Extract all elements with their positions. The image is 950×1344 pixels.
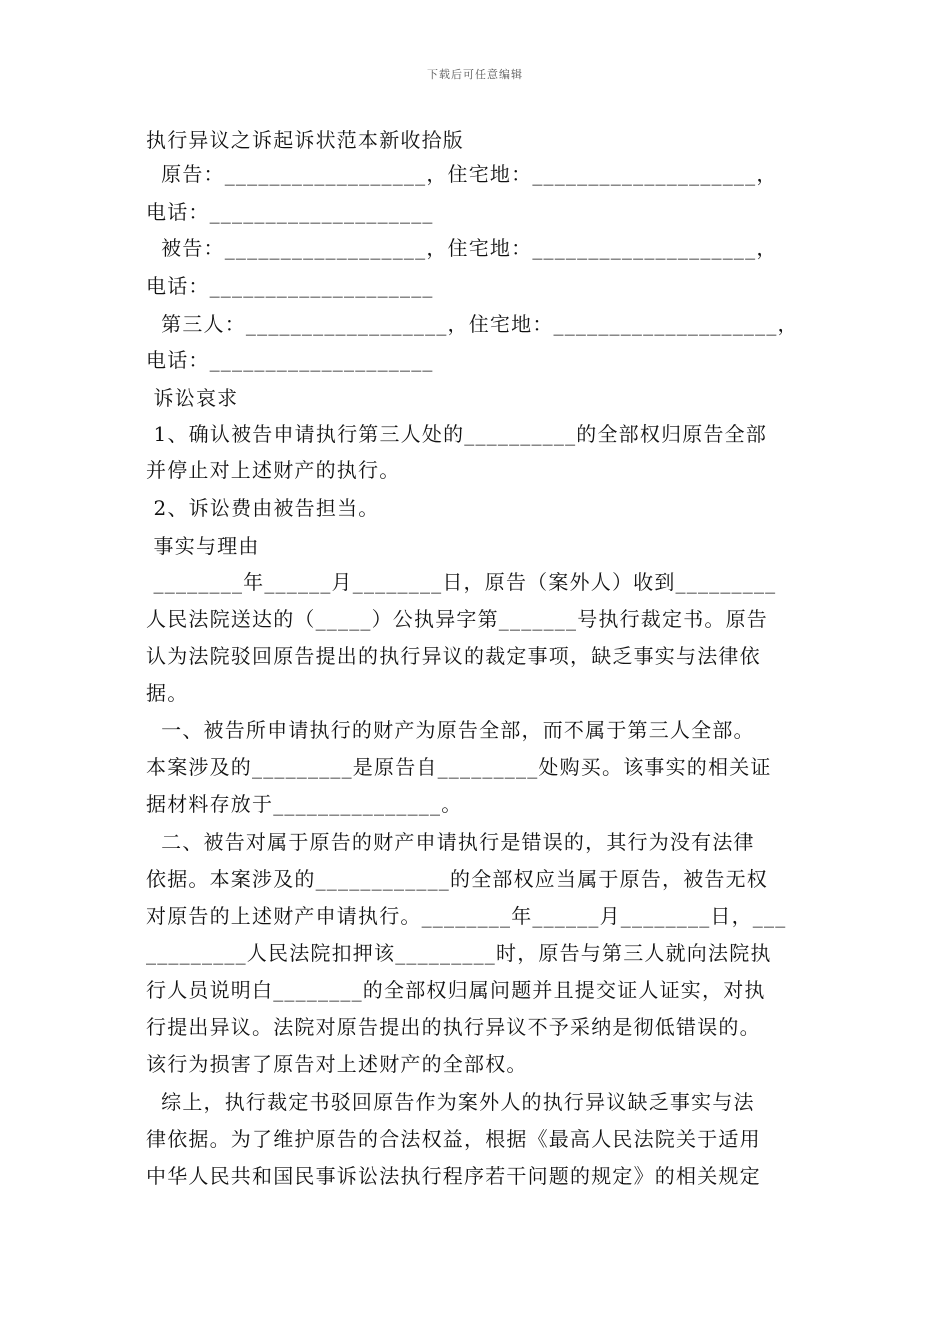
- paragraph-line: 并停止对上述财产的执行。: [146, 458, 401, 482]
- plaintiff-phone-line: 电话：____________________: [146, 200, 434, 224]
- third-party-phone-line: 电话：____________________: [146, 348, 434, 372]
- paragraph-line: 综上，执行裁定书驳回原告作为案外人的执行异议缺乏事实与法: [146, 1090, 755, 1114]
- paragraph-line: 1、确认被告申请执行第三人处的__________的全部权归原告全部: [146, 422, 768, 446]
- paragraph-line: 认为法院驳回原告提出的执行异议的裁定事项，缺乏事实与法律依: [146, 644, 761, 668]
- paragraph-line: 中华人民共和国民事诉讼法执行程序若干问题的规定》的相关规定: [146, 1164, 761, 1188]
- paragraph-line: 依据。本案涉及的____________的全部权应当属于原告，被告无权: [146, 867, 768, 891]
- paragraph-line: 据。: [146, 681, 189, 705]
- document-title: 执行异议之诉起诉状范本新收拾版: [146, 128, 464, 152]
- page-header: 下载后可任意编辑: [427, 68, 523, 81]
- section-heading-claims: 诉讼哀求: [146, 386, 239, 410]
- paragraph-line: 二、被告对属于原告的财产申请执行是错误的，其行为没有法律: [146, 830, 755, 854]
- paragraph-line: 据材料存放于_______________。: [146, 792, 463, 816]
- paragraph-line: 人民法院送达的（_____）公执异字第_______号执行裁定书。原告: [146, 607, 768, 631]
- paragraph-line: 行提出异议。法院对原告提出的执行异议不予采纳是彻低错误的。: [146, 1015, 761, 1039]
- paragraph-line: ________年______月________日，原告（案外人）收到_________: [146, 570, 777, 594]
- section-heading-facts: 事实与理由: [146, 534, 260, 558]
- paragraph-line: 律依据。为了维护原告的合法权益，根据《最高人民法院关于适用: [146, 1127, 761, 1151]
- defendant-phone-line: 电话：____________________: [146, 274, 434, 298]
- paragraph-line: 本案涉及的_________是原告自_________处购买。该事实的相关证: [146, 755, 772, 779]
- paragraph-line: 2、诉讼费由被告担当。: [146, 496, 380, 520]
- paragraph-line: 一、被告所申请执行的财产为原告全部，而不属于第三人全部。: [146, 718, 755, 742]
- paragraph-line: 对原告的上述财产申请执行。________年______月________日，___: [146, 904, 787, 928]
- defendant-line: 被告：__________________，住宅地：____________________，: [146, 236, 778, 260]
- plaintiff-line: 原告：__________________，住宅地：____________________，: [146, 162, 778, 186]
- third-party-line: 第三人：__________________，住宅地：____________________，: [146, 312, 799, 336]
- paragraph-line: 行人员说明白________的全部权归属问题并且提交证人证实，对执: [146, 978, 766, 1002]
- paragraph-line: 该行为损害了原告对上述财产的全部权。: [146, 1052, 528, 1076]
- paragraph-line: _________人民法院扣押该_________时，原告与第三人就向法院执: [146, 941, 772, 965]
